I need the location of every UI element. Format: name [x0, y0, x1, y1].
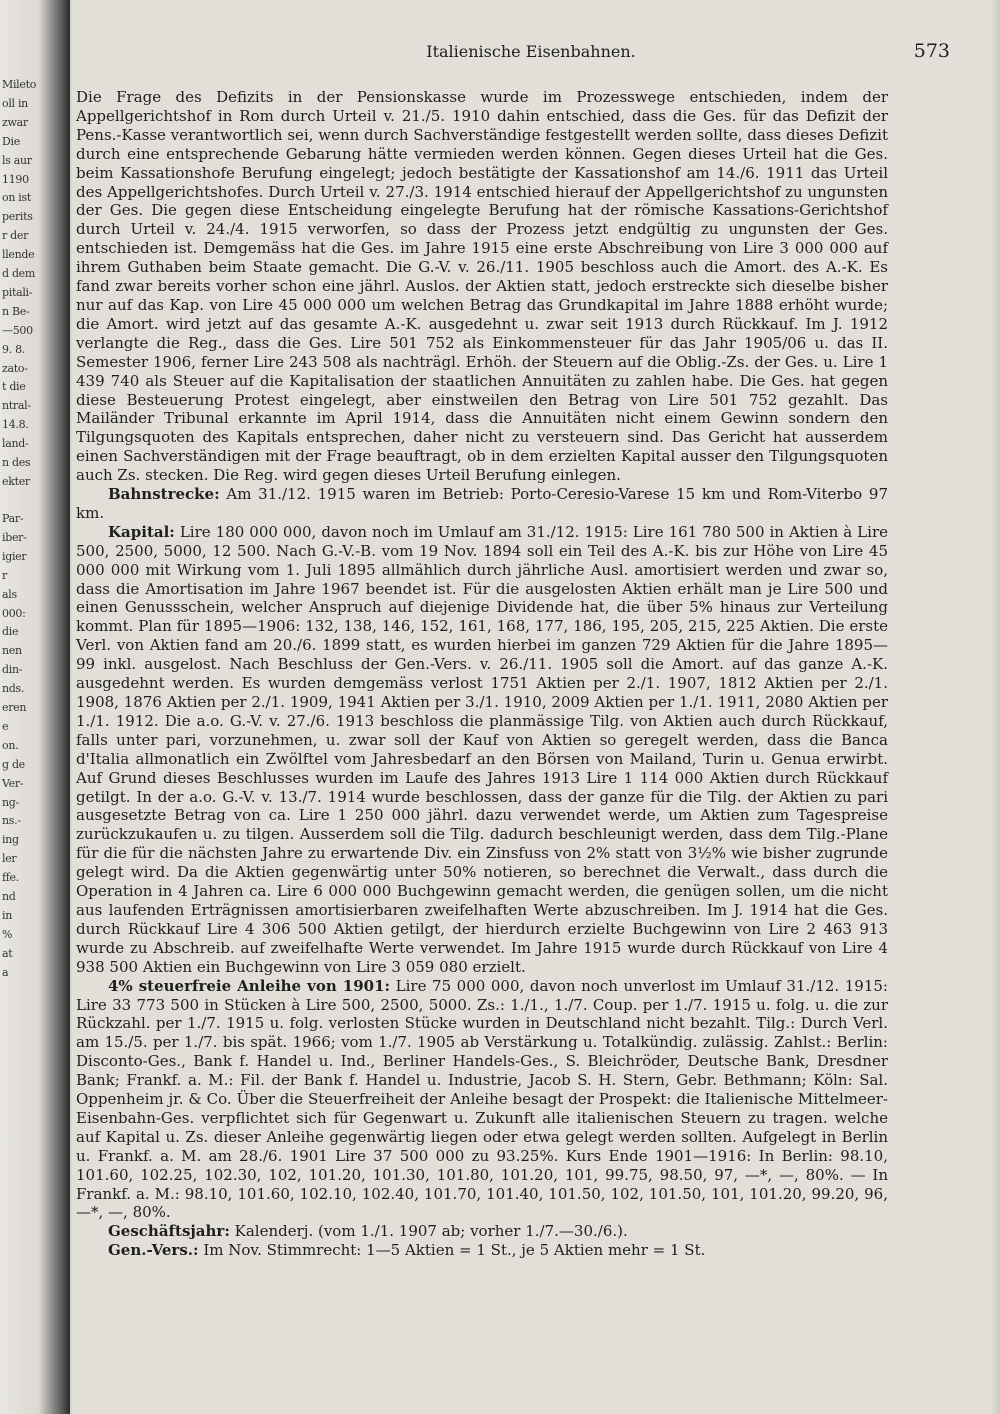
gutter-fragment: perits [2, 210, 33, 224]
gutter-fragment: % [2, 927, 13, 941]
gutter-fragment: on ist [2, 191, 31, 205]
running-head [72, 40, 990, 70]
gutter-fragment: ntral- [2, 399, 31, 413]
page-number: 573 [913, 40, 950, 62]
gutter-fragment: eren [2, 701, 27, 714]
gutter-fragment: ng- [2, 795, 19, 809]
section-label: 4% steuerfreie Anleihe von 1901: [108, 976, 391, 995]
gutter-fragment: d dem [2, 267, 36, 280]
gutter-fragment: 1190 [2, 172, 29, 186]
gutter-fragment: pitali- [2, 285, 33, 299]
gutter-fragment: zato- [2, 361, 28, 375]
gutter-fragment: r [2, 568, 7, 582]
gutter-fragment: nds. [2, 682, 25, 696]
gutter-fragment: n Be- [2, 304, 30, 318]
gutter-fragment: die [2, 625, 19, 639]
paragraph-text: Am 31./12. 1915 waren im Betrieb: Porto-Ceresio-Varese 15 km und Rom-Viterbo 97 km. [76, 485, 888, 522]
gutter-fragment: 14.8. [2, 418, 29, 432]
gutter-fragment: —500 [2, 323, 33, 337]
gutter-fragment: Par- [2, 512, 24, 525]
paragraph-text: Lire 75 000 000, davon noch unverlost im Umlauf 31./12. 1915: Lire 33 773 500 in Stücken à Lire 500, 2500, 5000. Zs.: 1./1., 1./7. Coup. per 1./7. 1915 u. folg. u. die zur Rückzahl. per 1./7. 1915 u. folg. verlosten Stücke wurden in Deutschland nicht bezahlt. Tilg.: Durch Verl. am 15./5. per 1./7. bis spät. 1966; vom 1./7. 1905 ab Verstärkung u. Totalkündig. zulässig. Zahlst.: Berlin: Disconto-Ges., Bank f. Handel u. Ind., Berliner Handels-Ges., S. Bleichröder, Deutsche Bank, Dresdner Bank; Frankf. a. M.: Fil. der Bank f. Handel u. Industrie, Jacob S. H. Stern, Gebr. Bethmann; Köln: Sal. Oppenheim jr. & Co. Über die Steuerfreiheit der Anleihe besagt der Prospekt: die Italienische Mittelmeer-Eisenbahn-Ges. verpflichtet sich für Gegenwart u. Zukunft alle italienischen Steuern zu tragen. welche auf Kapital u. Zs. dieser Anleihe gegenwärtig liegen oder etwa gelegt werden sollten. Aufgelegt in Berlin u. Frankf. a. M. am 28./6. 1901 Lire 37 500 000 zu 93.25%. Kurs Ende 1901—1916: In Berlin: 98.10, 101.60, 102.25, 102.30, 102, 101.20, 101.30, 101.80, 101.20, 101, 99.75, 98.50, 97, —*, —, 80%. — In Frankf. a. M.: 98.10, 101.60, 102.10, 102.40, 101.70, 101.40, 101.50, 102, 101.50, 101, 101.20, 99.20, 96, —*, —, 80%. [76, 976, 888, 1222]
section-label: Geschäftsjahr: [108, 1222, 230, 1241]
gutter-fragment: ls aur [2, 153, 32, 167]
gutter-fragment: oll in [2, 96, 28, 110]
gutter-fragment: land- [2, 437, 29, 451]
paragraph-text: Im Nov. Stimmrecht: 1—5 Aktien = 1 St., je 5 Aktien mehr = 1 St. [203, 1241, 706, 1260]
paragraph-text: Kalenderj. (vom 1./1. 1907 ab; vorher 1./7.—30./6.). [234, 1222, 628, 1241]
gutter-fragment: Ver- [2, 776, 24, 790]
gutter-fragment: ler [2, 852, 17, 866]
gutter-fragment: in [2, 908, 13, 922]
section-label: Bahnstrecke: [108, 485, 220, 504]
section-label: Kapital: [108, 522, 175, 541]
gutter-fragment: ekter [2, 474, 30, 488]
gutter-fragment: als [2, 587, 17, 601]
paragraph-geschaeftsjahr [76, 1222, 888, 1241]
gutter-fragment: at [2, 946, 13, 960]
paragraph-anleihe-1901 [76, 977, 888, 1223]
gutter-fragment: g de [2, 757, 25, 771]
gutter-fragment: nen [2, 644, 22, 658]
gutter-fragment: 000: [2, 606, 26, 620]
gutter-fragment: ns.- [2, 814, 21, 828]
paragraph-kapital [76, 523, 888, 977]
body-text [76, 88, 888, 1260]
gutter-fragment: iber- [2, 530, 27, 544]
gutter-fragment: nd [2, 890, 16, 903]
gutter-fragment: r der [2, 229, 29, 243]
paragraph-bahnstrecke [76, 485, 888, 523]
gutter-fragment: llende [2, 248, 35, 262]
gutter-fragment: Die [2, 134, 20, 148]
running-title: Italienische Eisenbahnen. [426, 42, 636, 61]
section-label: Gen.-Vers.: [108, 1241, 199, 1260]
page-edge [990, 0, 1000, 1414]
gutter-fragment: on. [2, 738, 19, 752]
gutter-fragment: zwar [2, 115, 28, 129]
adjacent-page-gutter [0, 0, 70, 1414]
gutter-fragment: ffe. [2, 871, 19, 885]
gutter-fragment: t die [2, 380, 26, 394]
gutter-fragment: n des [2, 456, 31, 469]
gutter-fragment: a [2, 965, 9, 979]
paragraph-text: Lire 180 000 000, davon noch im Umlauf am 31./12. 1915: Lire 161 780 500 in Aktien à Lire 500, 2500, 5000, 12 500. Nach G.-V.-B. vom 19 Nov. 1894 soll ein Teil des A.-K. bis zur Höhe von Lire 45 000 000 mit Wirkung vom 1. Juli 1895 allmählich durch jährliche Ausl. amortisiert werden und zwar so, dass die Amortisation im Jahre 1967 beendet ist. Für die ausgelosten Aktien erhält man je Lire 500 und einen Genussschein, welcher Anspruch auf diejenige Dividende hat, die über 5% hinaus zur Verteilung kommt. Plan für 1895—1906: 132, 138, 146, 152, 161, 168, 177, 186, 195, 205, 215, 225 Aktien. Die erste Verl. von Aktien fand am 20./6. 1899 statt, es wurden hierbei im ganzen 729 Aktien für die Jahre 1895—99 inkl. ausgelost. Nach Beschluss der Gen.-Vers. v. 26./11. 1905 soll die Amort. auf das ganze A.-K. ausgedehnt werden. Es wurden demgemäss verlost 1751 Aktien per 2./1. 1907, 1812 Aktien per 2./1. 1908, 1876 Aktien per 2./1. 1909, 1941 Aktien per 3./1. 1910, 2009 Aktien per 1./1. 1911, 2080 Aktien per 1./1. 1912. Die a.o. G.-V. v. 27./6. 1913 beschloss die planmässige Tilg. von Aktien auch durch Rückkauf, falls unter pari, vorzunehmen, u. zwar soll der Kauf von Aktien so geregelt werden, dass die Banca d'Italia allmonatlich ein Zwölftel vom Jahresbedarf an den Börsen von Mailand, Turin u. Genua erwirbt. Auf Grund dieses Beschlusses wurden im Laufe des Jahres 1913 Lire 1 114 000 Aktien durch Rückkauf getilgt. In der a.o. G.-V. v. 13./7. 1914 wurde beschlossen, dass der ganze für die Tilg. der Aktien zu pari ausgesetzte Betrag von ca. Lire 1 250 000 jährl. dazu verwendet werde, um Aktien zum Tagespreise zurückzukaufen u. zu tilgen. Ausserdem soll die Tilg. dadurch beschleunigt werden, dass dem Tilg.-Plane für die für die nächsten Jahre zu erwartende Div. ein Zinsfuss von 2% statt von 3½% wie bisher zugrunde gelegt wird. Da die Aktien gegenwärtig unter 50% notieren, so berechnet die Verwalt., dass durch die Operation in 4 Jahren ca. Lire 6 000 000 Buchgewinn gemacht werden, die genügen sollen, um die nicht aus laufenden Erträgnissen amortisierbaren zweifelhaften Werte abzuschreiben. Im J. 1914 hat die Ges. durch Rückkauf Lire 4 306 500 Aktien getilgt, der hierdurch erzielte Buchgewinn von Lire 2 463 913 wurde zu Abschreib. auf zweifelhafte Werte verwendet. Im Jahre 1915 wurde durch Rückkauf von Lire 4 938 500 Aktien ein Buchgewinn von Lire 3 059 080 erzielt. [76, 522, 888, 976]
gutter-fragment: e [2, 719, 9, 733]
paragraph-gen-vers [76, 1241, 888, 1260]
paragraph-text: Die Frage des Defizits in der Pensionskasse wurde im Prozesswege entschieden, indem der Appellgerichtshof in Rom durch Urteil v. 21./5. 1910 dahin entschied, dass die Ges. für das Defizit der Pens.-Kasse verantwortlich sei, wenn durch Sachverständige festgestellt werden sollte, dass dieses Defizit durch eine entsprechende Gebarung hätte vermieden werden können. Gegen dieses Urteil hat die Ges. beim Kassationshofe Berufung eingelegt; jedoch bestätigte der Kassationshof am 14./6. 1911 das Urteil des Appellgerichtshofes. Durch Urteil v. 27./3. 1914 entschied hierauf der Appellgerichtshof zu ungunsten der Ges. Die gegen diese Entscheidung eingelegte Berufung hat der römische Kassations-Gerichtshof durch Urteil v. 24./4. 1915 verworfen, so dass der Prozess jetzt endgültig zu ungunsten der Ges. entschieden ist. Demgemäss hat die Ges. im Jahre 1915 eine erste Abschreibung von Lire 3 000 000 auf ihrem Guthaben beim Staate gemacht. Die G.-V. v. 26./11. 1905 beschloss auch die Amort. des A.-K. Es fand zwar bereits vorher schon eine jährl. Auslos. der Aktien statt, jedoch erstreckte sich dieselbe bisher nur auf das Kap. von Lire 45 000 000 um welchen Betrag das Grundkapital im Jahre 1888 erhöht wurde; die Amort. wird jetzt auf das gesamte A.-K. ausgedehnt u. zwar seit 1913 durch Rückkauf. Im J. 1912 verlangte die Reg., dass die Ges. Lire 501 752 als Einkommensteuer für das Jahr 1905/06 u. das II. Semester 1906, ferner Lire 243 508 als nachträgl. Erhöh. der Steuern auf die Oblig.-Zs. der Ges. u. Lire 1 439 740 als Steuer auf die Kapitalisation der staatlichen Annuitäten zu zahlen habe. Die Ges. hat gegen diese Besteuerung Protest eingelegt, aber einstweilen den Betrag von Lire 501 752 gezahlt. Das Mailänder Tribunal erkannte im April 1914, dass die Annuitäten nicht einem Gewinn sondern den Tilgungsquoten des Kapitals entsprechen, daher nicht zu versteuern sind. Das Gericht hat ausserdem einen Sachverständigen mit der Frage beauftragt, ob in dem erzielten Kapital ausser den Tilgungsquoten auch Zs. stecken. Die Reg. wird gegen dieses Urteil Berufung einlegen. [76, 88, 888, 485]
gutter-fragment: igier [2, 549, 27, 563]
gutter-fragment: 9. 8. [2, 342, 25, 356]
gutter-fragment: din- [2, 663, 23, 677]
gutter-fragment: Mileto [2, 78, 37, 91]
gutter-fragment: ing [2, 833, 19, 847]
paragraph-pension-defizit [76, 88, 888, 485]
